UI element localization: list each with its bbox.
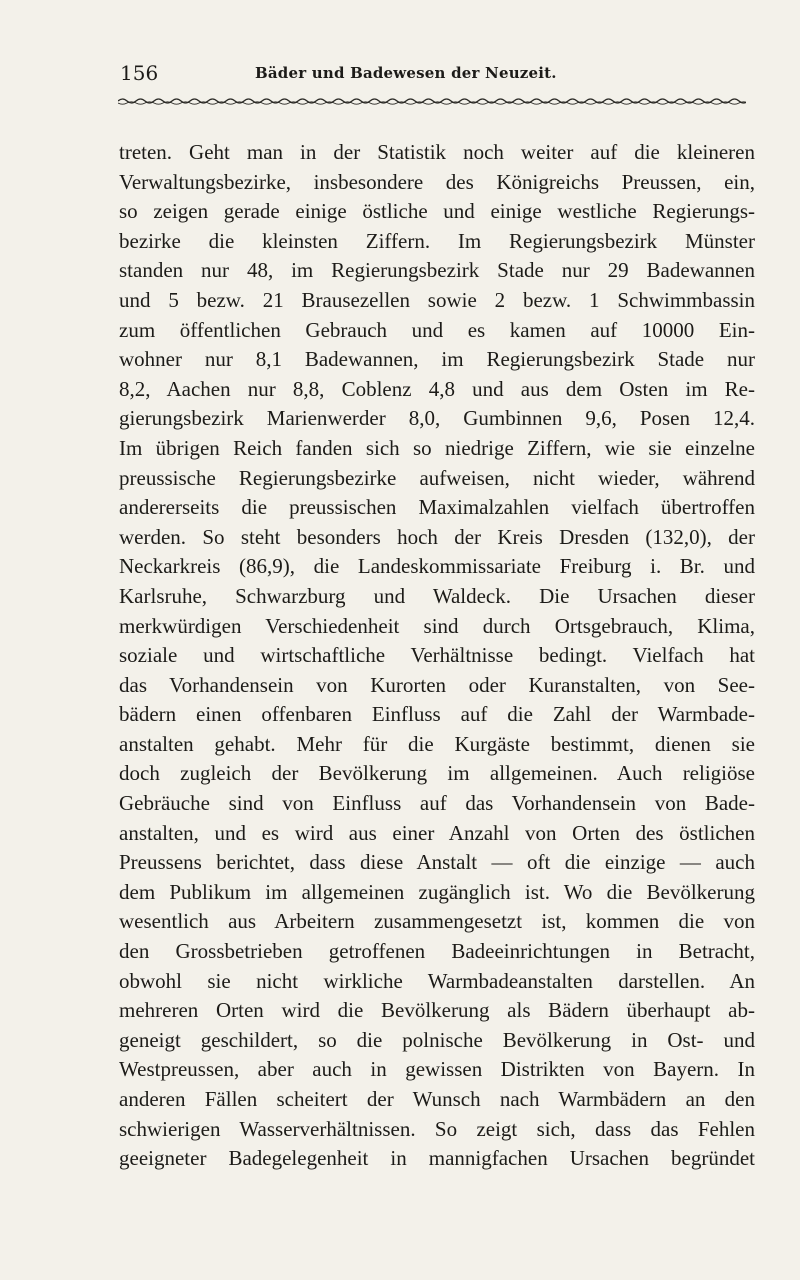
text-line: anstalten, und es wird aus einer Anzahl von Orten des östlichen	[119, 820, 755, 845]
text-line: andererseits die preussischen Maximalzahlen vielfach übertroffen	[119, 495, 755, 520]
text-line: 8,2, Aachen nur 8,8, Coblenz 4,8 und aus dem Osten im Re-	[119, 376, 755, 401]
text-line: merkwürdigen Verschiedenheit sind durch Ortsgebrauch, Klima,	[119, 613, 755, 638]
text-line: so zeigen gerade einige östliche und einige westliche Regierungs-	[119, 199, 755, 224]
text-line: dem Publikum im allgemeinen zugänglich ist. Wo die Bevölkerung	[119, 879, 755, 904]
text-line: schwierigen Wasserverhältnissen. So zeigt sich, dass das Fehlen	[119, 1116, 755, 1141]
text-line: Verwaltungsbezirke, insbesondere des Königreichs Preussen, ein,	[119, 169, 755, 194]
text-line: werden. So steht besonders hoch der Kreis Dresden (132,0), der	[119, 524, 755, 549]
text-line: Preussens berichtet, dass diese Anstalt — oft die einzige — auch	[119, 850, 755, 875]
text-line: wohner nur 8,1 Badewannen, im Regierungsbezirk Stade nur	[119, 347, 755, 372]
text-line: standen nur 48, im Regierungsbezirk Stade nur 29 Badewannen	[119, 258, 755, 283]
text-line: Gebräuche sind von Einfluss auf das Vorhandensein von Bade-	[119, 791, 755, 816]
body-text	[119, 138, 755, 1174]
text-line: den Grossbetrieben getroffenen Badeeinrichtungen in Betracht,	[119, 939, 755, 964]
text-line: bezirke die kleinsten Ziffern. Im Regierungsbezirk Münster	[119, 228, 755, 253]
text-line: gierungsbezirk Marienwerder 8,0, Gumbinnen 9,6, Posen 12,4.	[119, 406, 755, 431]
text-line: Karlsruhe, Schwarzburg und Waldeck. Die Ursachen dieser	[119, 583, 755, 608]
text-line: preussische Regierungsbezirke aufweisen, nicht wieder, während	[119, 465, 755, 490]
text-line: und 5 bezw. 21 Brausezellen sowie 2 bezw. 1 Schwimmbassin	[119, 287, 755, 312]
text-line: doch zugleich der Bevölkerung im allgemeinen. Auch religiöse	[119, 761, 755, 786]
text-line: soziale und wirtschaftliche Verhältnisse bedingt. Vielfach hat	[119, 643, 755, 668]
text-line: Westpreussen, aber auch in gewissen Distrikten von Bayern. In	[119, 1057, 755, 1082]
text-line: obwohl sie nicht wirkliche Warmbadeanstalten darstellen. An	[119, 968, 755, 993]
page-header	[120, 60, 740, 90]
text-line: anderen Fällen scheitert der Wunsch nach Warmbädern an den	[119, 1087, 755, 1111]
text-line: geeigneter Badegelegenheit in mannigfachen Ursachen begründet	[119, 1146, 755, 1171]
text-line: Neckarkreis (86,9), die Landeskommissariate Freiburg i. Br. und	[119, 554, 755, 579]
text-line: bädern einen offenbaren Einfluss auf die Zahl der Warmbade-	[119, 702, 755, 727]
running-title: Bäder und Badewesen der Neuzeit.	[255, 64, 557, 82]
text-line: anstalten gehabt. Mehr für die Kurgäste bestimmt, dienen sie	[119, 731, 755, 756]
text-line: Im übrigen Reich fanden sich so niedrige Ziffern, wie sie einzelne	[119, 435, 755, 460]
text-line: wesentlich aus Arbeitern zusammengesetzt ist, kommen die von	[119, 909, 755, 934]
text-line: geneigt geschildert, so die polnische Bevölkerung in Ost- und	[119, 1027, 755, 1052]
text-line: treten. Geht man in der Statistik noch weiter auf die kleineren	[119, 140, 755, 164]
text-line: das Vorhandensein von Kurorten oder Kuranstalten, von See-	[119, 672, 755, 697]
text-line: mehreren Orten wird die Bevölkerung als Bädern überhaupt ab-	[119, 998, 755, 1023]
wavy-rule-ornament-icon	[118, 94, 746, 108]
page-number: 156	[120, 61, 159, 85]
text-line: zum öffentlichen Gebrauch und es kamen auf 10000 Ein-	[119, 317, 755, 342]
